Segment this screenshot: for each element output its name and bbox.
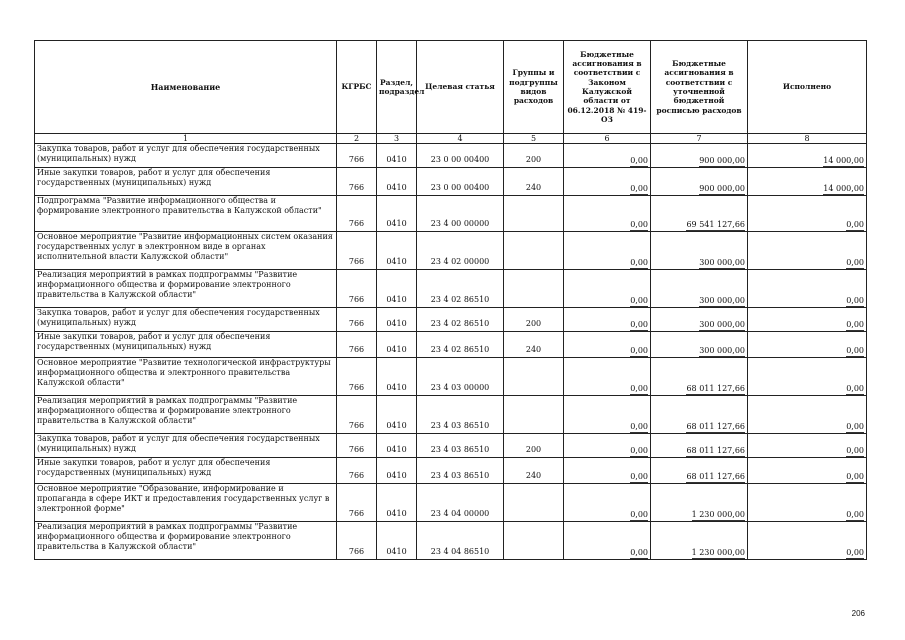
row-executed-amount-text: 14 000,00: [823, 184, 864, 194]
header-revised: Бюджетные ассигнования в соответствии с уточненной бюджетной росписью расходов: [651, 41, 748, 134]
row-razdel-text: 0410: [386, 257, 407, 267]
row-name: [35, 168, 337, 196]
row-name: [35, 484, 337, 522]
row-razdel-text: 0410: [386, 471, 407, 481]
row-target: [417, 308, 504, 332]
row-revised-amount: [651, 232, 748, 270]
row-target-text: 23 0 00 00400: [430, 183, 490, 193]
row-name-text: Реализация мероприятий в рамках подпрограммы "Развитие информационного общества и формирование электронного правительства в Калужской области": [37, 396, 298, 425]
row-law-amount: [564, 458, 651, 484]
row-target-text: 23 4 03 86510: [430, 421, 490, 431]
row-name-text: Реализация мероприятий в рамках подпрограммы "Развитие информационного общества и формирование электронного правительства в Калужской области": [37, 270, 298, 299]
table-row: [35, 458, 867, 484]
row-revised-amount: [651, 332, 748, 358]
row-razdel: [377, 458, 417, 484]
row-law-amount: [564, 522, 651, 560]
row-executed-amount: [748, 332, 867, 358]
row-law-amount: [564, 232, 651, 270]
row-razdel: [377, 358, 417, 396]
header-law: Бюджетные ассигнования в соответствии с Законом Калужской области от 06.12.2018 № 419-ОЗ: [564, 41, 651, 134]
row-law-amount: [564, 196, 651, 232]
row-executed-amount: [748, 434, 867, 458]
row-revised-amount-text: 68 011 127,66: [686, 422, 745, 432]
row-law-amount-text: 0,00: [630, 472, 648, 482]
row-name: [35, 144, 337, 168]
row-law-amount: [564, 484, 651, 522]
column-number: 6: [564, 134, 651, 144]
row-target: [417, 484, 504, 522]
header-groups: Группы и подгруппы видов расходов: [504, 41, 564, 134]
row-kgrbs: [337, 168, 377, 196]
row-vid: [504, 522, 564, 560]
row-razdel-text: 0410: [386, 509, 407, 519]
row-vid: [504, 434, 564, 458]
table-row: [35, 196, 867, 232]
row-kgrbs-text: 766: [348, 183, 365, 193]
row-kgrbs-text: 766: [348, 383, 365, 393]
row-executed-amount-text: 0,00: [846, 258, 864, 268]
row-name-text: Иные закупки товаров, работ и услуг для обеспечения государственных (муниципальных) нужд: [37, 458, 271, 477]
row-executed-amount-text: 0,00: [846, 346, 864, 356]
row-kgrbs-text: 766: [348, 547, 365, 557]
header-executed: Исполнено: [748, 41, 867, 134]
header-kgrbs: КГРБС: [337, 41, 377, 134]
row-law-amount: [564, 396, 651, 434]
row-kgrbs: [337, 270, 377, 308]
table-row: [35, 232, 867, 270]
row-revised-amount: [651, 434, 748, 458]
row-revised-amount-text: 1 230 000,00: [691, 548, 745, 558]
row-name: [35, 196, 337, 232]
table-row: [35, 308, 867, 332]
row-vid: [504, 168, 564, 196]
column-number-row: [35, 134, 867, 144]
row-razdel-text: 0410: [386, 183, 407, 193]
row-executed-amount: [748, 396, 867, 434]
row-vid-text: 200: [525, 319, 542, 329]
row-razdel-text: 0410: [386, 383, 407, 393]
row-kgrbs-text: 766: [348, 345, 365, 355]
row-revised-amount-text: 900 000,00: [699, 156, 745, 166]
row-name-text: Иные закупки товаров, работ и услуг для обеспечения государственных (муниципальных) нужд: [37, 332, 271, 351]
budget-sheet: [34, 40, 866, 560]
row-vid: [504, 232, 564, 270]
row-kgrbs: [337, 522, 377, 560]
row-executed-amount-text: 0,00: [846, 446, 864, 456]
row-target-text: 23 4 02 00000: [430, 257, 490, 267]
row-law-amount: [564, 358, 651, 396]
table-row: [35, 434, 867, 458]
row-law-amount-text: 0,00: [630, 320, 648, 330]
row-executed-amount: [748, 308, 867, 332]
row-name-text: Закупка товаров, работ и услуг для обеспечения государственных (муниципальных) нужд: [37, 308, 320, 327]
row-vid: [504, 396, 564, 434]
column-number: 1: [35, 134, 337, 144]
header-name: Наименование: [35, 41, 337, 134]
row-law-amount: [564, 308, 651, 332]
row-vid-text: 240: [525, 471, 542, 481]
table-body: [35, 144, 867, 560]
row-kgrbs: [337, 396, 377, 434]
row-revised-amount: [651, 308, 748, 332]
row-kgrbs-text: 766: [348, 421, 365, 431]
row-vid-text: 240: [525, 345, 542, 355]
row-revised-amount: [651, 458, 748, 484]
row-target: [417, 196, 504, 232]
column-number: 7: [651, 134, 748, 144]
row-razdel-text: 0410: [386, 319, 407, 329]
row-executed-amount-text: 0,00: [846, 220, 864, 230]
row-razdel-text: 0410: [386, 219, 407, 229]
row-revised-amount: [651, 196, 748, 232]
row-executed-amount-text: 0,00: [846, 510, 864, 520]
row-executed-amount-text: 0,00: [846, 422, 864, 432]
row-revised-amount: [651, 522, 748, 560]
row-executed-amount: [748, 270, 867, 308]
row-razdel: [377, 270, 417, 308]
row-target-text: 23 4 03 86510: [430, 445, 490, 455]
row-executed-amount: [748, 522, 867, 560]
row-executed-amount: [748, 458, 867, 484]
row-kgrbs-text: 766: [348, 319, 365, 329]
column-number: 2: [337, 134, 377, 144]
column-number: 8: [748, 134, 867, 144]
row-revised-amount-text: 900 000,00: [699, 184, 745, 194]
row-name-text: Реализация мероприятий в рамках подпрограммы "Развитие информационного общества и формирование электронного правительства в Калужской области": [37, 522, 298, 551]
row-revised-amount-text: 300 000,00: [699, 296, 745, 306]
row-name-text: Закупка товаров, работ и услуг для обеспечения государственных (муниципальных) нужд: [37, 144, 320, 163]
row-target-text: 23 4 02 86510: [430, 319, 490, 329]
row-vid: [504, 308, 564, 332]
row-razdel: [377, 396, 417, 434]
row-vid: [504, 332, 564, 358]
row-vid: [504, 144, 564, 168]
row-razdel: [377, 144, 417, 168]
row-executed-amount-text: 0,00: [846, 296, 864, 306]
row-law-amount-text: 0,00: [630, 446, 648, 456]
row-target-text: 23 4 03 00000: [430, 383, 490, 393]
row-target-text: 23 0 00 00400: [430, 155, 490, 165]
row-razdel: [377, 232, 417, 270]
row-revised-amount: [651, 270, 748, 308]
row-razdel: [377, 522, 417, 560]
row-vid: [504, 484, 564, 522]
row-vid: [504, 458, 564, 484]
row-name: [35, 458, 337, 484]
row-target: [417, 358, 504, 396]
row-name: [35, 522, 337, 560]
row-revised-amount-text: 300 000,00: [699, 258, 745, 268]
row-name: [35, 232, 337, 270]
row-kgrbs-text: 766: [348, 219, 365, 229]
row-revised-amount-text: 300 000,00: [699, 320, 745, 330]
row-vid-text: 240: [525, 183, 542, 193]
row-razdel: [377, 196, 417, 232]
row-razdel-text: 0410: [386, 295, 407, 305]
row-kgrbs: [337, 434, 377, 458]
row-razdel: [377, 308, 417, 332]
row-revised-amount-text: 1 230 000,00: [691, 510, 745, 520]
row-kgrbs: [337, 484, 377, 522]
row-target-text: 23 4 03 86510: [430, 471, 490, 481]
row-razdel-text: 0410: [386, 547, 407, 557]
row-name-text: Иные закупки товаров, работ и услуг для обеспечения государственных (муниципальных) нужд: [37, 168, 271, 187]
row-law-amount-text: 0,00: [630, 296, 648, 306]
row-name-text: Основное мероприятие "Образование, информирование и пропаганда в сфере ИКТ и предоставления государственных услуг в электронной форме": [37, 484, 330, 513]
row-target-text: 23 4 02 86510: [430, 345, 490, 355]
table-row: [35, 144, 867, 168]
row-executed-amount: [748, 484, 867, 522]
row-razdel: [377, 434, 417, 458]
row-razdel: [377, 484, 417, 522]
row-target: [417, 168, 504, 196]
row-executed-amount-text: 0,00: [846, 472, 864, 482]
table-row: [35, 522, 867, 560]
row-executed-amount: [748, 144, 867, 168]
row-executed-amount-text: 14 000,00: [823, 156, 864, 166]
row-revised-amount-text: 300 000,00: [699, 346, 745, 356]
row-executed-amount: [748, 196, 867, 232]
row-kgrbs-text: 766: [348, 509, 365, 519]
row-law-amount: [564, 270, 651, 308]
row-revised-amount-text: 69 541 127,66: [686, 220, 745, 230]
row-kgrbs: [337, 308, 377, 332]
row-law-amount-text: 0,00: [630, 156, 648, 166]
row-target: [417, 144, 504, 168]
row-executed-amount: [748, 168, 867, 196]
row-target-text: 23 4 04 00000: [430, 509, 490, 519]
row-law-amount-text: 0,00: [630, 384, 648, 394]
table-row: [35, 396, 867, 434]
row-kgrbs-text: 766: [348, 471, 365, 481]
row-kgrbs: [337, 196, 377, 232]
row-revised-amount: [651, 168, 748, 196]
row-vid: [504, 270, 564, 308]
row-target-text: 23 4 00 00000: [430, 219, 490, 229]
row-revised-amount: [651, 358, 748, 396]
row-kgrbs: [337, 144, 377, 168]
row-law-amount: [564, 144, 651, 168]
row-target: [417, 458, 504, 484]
row-name: [35, 270, 337, 308]
row-law-amount-text: 0,00: [630, 548, 648, 558]
row-razdel: [377, 332, 417, 358]
page-number: 206: [851, 609, 865, 618]
row-law-amount: [564, 168, 651, 196]
row-executed-amount-text: 0,00: [846, 320, 864, 330]
header-row: [35, 41, 867, 134]
row-name-text: Основное мероприятие "Развитие технологической инфраструктуры информационного общества и электронного правительства Калужской области": [37, 358, 331, 387]
row-razdel-text: 0410: [386, 155, 407, 165]
table-row: [35, 270, 867, 308]
row-name-text: Закупка товаров, работ и услуг для обеспечения государственных (муниципальных) нужд: [37, 434, 320, 453]
row-razdel-text: 0410: [386, 421, 407, 431]
row-law-amount-text: 0,00: [630, 346, 648, 356]
row-name: [35, 434, 337, 458]
row-target: [417, 522, 504, 560]
row-law-amount: [564, 332, 651, 358]
row-target-text: 23 4 04 86510: [430, 547, 490, 557]
row-kgrbs: [337, 232, 377, 270]
row-kgrbs-text: 766: [348, 257, 365, 267]
row-executed-amount-text: 0,00: [846, 548, 864, 558]
row-kgrbs: [337, 358, 377, 396]
row-revised-amount: [651, 144, 748, 168]
row-name: [35, 332, 337, 358]
header-razdel: Раздел, подраздел: [377, 41, 417, 134]
row-revised-amount: [651, 396, 748, 434]
row-name-text: Подпрограмма "Развитие информационного общества и формирование электронного правительства в Калужской области": [37, 196, 322, 215]
row-executed-amount: [748, 358, 867, 396]
row-vid-text: 200: [525, 445, 542, 455]
row-target: [417, 332, 504, 358]
header-target: Целевая статья: [417, 41, 504, 134]
column-number: 5: [504, 134, 564, 144]
row-name: [35, 396, 337, 434]
row-revised-amount-text: 68 011 127,66: [686, 472, 745, 482]
column-number: 3: [377, 134, 417, 144]
row-kgrbs: [337, 458, 377, 484]
table-row: [35, 484, 867, 522]
row-razdel-text: 0410: [386, 445, 407, 455]
row-revised-amount-text: 68 011 127,66: [686, 384, 745, 394]
row-target: [417, 396, 504, 434]
column-number: 4: [417, 134, 504, 144]
row-revised-amount: [651, 484, 748, 522]
row-vid: [504, 196, 564, 232]
row-kgrbs-text: 766: [348, 155, 365, 165]
row-executed-amount-text: 0,00: [846, 384, 864, 394]
row-name-text: Основное мероприятие "Развитие информационных систем оказания государственных услуг в электронном виде в органах исполнительной власти Калужской области": [37, 232, 333, 261]
budget-table: [34, 40, 867, 560]
row-razdel-text: 0410: [386, 345, 407, 355]
table-row: [35, 358, 867, 396]
row-law-amount-text: 0,00: [630, 184, 648, 194]
row-executed-amount: [748, 232, 867, 270]
row-kgrbs: [337, 332, 377, 358]
row-law-amount-text: 0,00: [630, 258, 648, 268]
row-law-amount-text: 0,00: [630, 422, 648, 432]
table-row: [35, 168, 867, 196]
row-name: [35, 308, 337, 332]
row-razdel: [377, 168, 417, 196]
row-vid-text: 200: [525, 155, 542, 165]
row-law-amount: [564, 434, 651, 458]
table-row: [35, 332, 867, 358]
row-law-amount-text: 0,00: [630, 220, 648, 230]
row-target: [417, 232, 504, 270]
row-vid: [504, 358, 564, 396]
row-target: [417, 434, 504, 458]
row-kgrbs-text: 766: [348, 445, 365, 455]
row-target-text: 23 4 02 86510: [430, 295, 490, 305]
row-revised-amount-text: 68 011 127,66: [686, 446, 745, 456]
row-name: [35, 358, 337, 396]
row-law-amount-text: 0,00: [630, 510, 648, 520]
row-target: [417, 270, 504, 308]
row-kgrbs-text: 766: [348, 295, 365, 305]
